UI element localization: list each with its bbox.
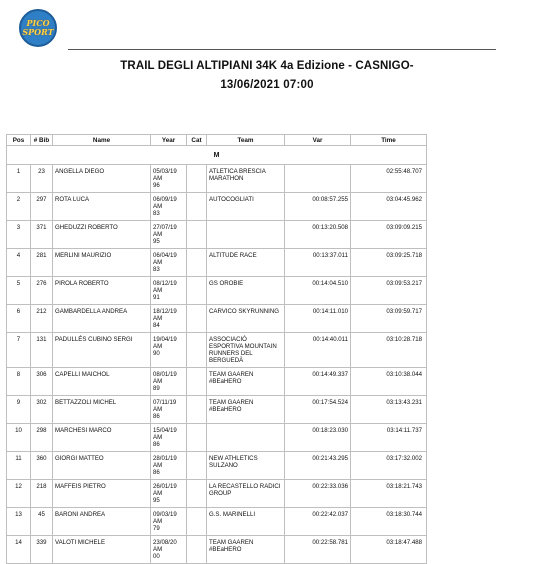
cell-var: 00:08:57.255 xyxy=(285,193,351,221)
birth-date: 09/03/19 AM xyxy=(153,511,177,525)
cell-cat xyxy=(187,396,207,424)
birth-date: 28/01/19 AM xyxy=(153,455,177,469)
cell-var: 00:18:23.030 xyxy=(285,424,351,452)
cell-name: GAMBARDELLA ANDREA xyxy=(53,305,151,333)
cell-name: BETTAZZOLI MICHEL xyxy=(53,396,151,424)
table-row xyxy=(7,424,427,452)
birth-date: 08/01/19 AM xyxy=(153,371,177,385)
cell-team: GS OROBIE xyxy=(207,277,285,305)
cell-team xyxy=(207,424,285,452)
cell-cat xyxy=(187,221,207,249)
birth-date: 19/04/19 AM xyxy=(153,336,177,350)
table-row xyxy=(7,536,427,564)
cell-pos: 13 xyxy=(7,508,31,536)
cell-name: PADULLÉS CUBINO SERGI xyxy=(53,333,151,368)
col-cat: Cat xyxy=(187,135,207,146)
section-row xyxy=(7,146,427,165)
table-row xyxy=(7,480,427,508)
cell-cat xyxy=(187,277,207,305)
birth-date: 15/04/19 AM xyxy=(153,427,177,441)
cell-cat xyxy=(187,368,207,396)
birth-year-suffix: 86 xyxy=(153,413,160,420)
cell-year xyxy=(151,424,187,452)
col-bib: # Bib xyxy=(31,135,53,146)
cell-time: 03:17:32.002 xyxy=(351,452,427,480)
birth-year-suffix: 95 xyxy=(153,497,160,504)
cell-var: 00:13:37.011 xyxy=(285,249,351,277)
cell-pos: 6 xyxy=(7,305,31,333)
cell-pos: 8 xyxy=(7,368,31,396)
birth-year-suffix: 00 xyxy=(153,553,160,560)
cell-team: ASSOCIACIÓ ESPORTIVA MOUNTAIN RUNNERS DEL BERGUEDÀ xyxy=(207,333,285,368)
cell-name: PIROLA ROBERTO xyxy=(53,277,151,305)
cell-year xyxy=(151,305,187,333)
cell-time: 03:14:11.737 xyxy=(351,424,427,452)
pico-sport-logo xyxy=(19,9,57,47)
cell-year xyxy=(151,277,187,305)
cell-team: TEAM GAAREN #BEaHERO xyxy=(207,396,285,424)
birth-year-suffix: 86 xyxy=(153,469,160,476)
col-pos: Pos xyxy=(7,135,31,146)
birth-year-suffix: 86 xyxy=(153,441,160,448)
cell-time: 03:10:38.044 xyxy=(351,368,427,396)
cell-year xyxy=(151,508,187,536)
logo-text-line2: SPORT xyxy=(22,27,54,37)
cell-year xyxy=(151,249,187,277)
cell-bib: 371 xyxy=(31,221,53,249)
cell-pos: 12 xyxy=(7,480,31,508)
birth-date: 05/03/19 AM xyxy=(153,168,177,182)
col-year: Year xyxy=(151,135,187,146)
cell-name: MARCHESI MARCO xyxy=(53,424,151,452)
birth-year-suffix: 83 xyxy=(153,210,160,217)
table-row xyxy=(7,333,427,368)
table-row xyxy=(7,452,427,480)
cell-cat xyxy=(187,480,207,508)
cell-cat xyxy=(187,333,207,368)
birth-date: 23/08/20 AM xyxy=(153,539,177,553)
cell-name: ANGELLA DIEGO xyxy=(53,165,151,193)
cell-bib: 297 xyxy=(31,193,53,221)
table-row xyxy=(7,193,427,221)
cell-bib: 212 xyxy=(31,305,53,333)
cell-name: VALOTI MICHELE xyxy=(53,536,151,564)
cell-var: 00:22:42.037 xyxy=(285,508,351,536)
cell-bib: 302 xyxy=(31,396,53,424)
cell-var xyxy=(285,165,351,193)
cell-team: TEAM GAAREN #BEaHERO xyxy=(207,536,285,564)
birth-year-suffix: 89 xyxy=(153,385,160,392)
cell-team: TEAM GAAREN #BEaHERO xyxy=(207,368,285,396)
cell-year xyxy=(151,452,187,480)
cell-name: GHEDUZZI ROBERTO xyxy=(53,221,151,249)
cell-bib: 218 xyxy=(31,480,53,508)
table-row xyxy=(7,165,427,193)
table-row xyxy=(7,221,427,249)
cell-cat xyxy=(187,508,207,536)
cell-bib: 276 xyxy=(31,277,53,305)
col-time: Time xyxy=(351,135,427,146)
cell-var: 00:22:58.781 xyxy=(285,536,351,564)
cell-name: GIORGI MATTEO xyxy=(53,452,151,480)
cell-time: 03:10:28.718 xyxy=(351,333,427,368)
cell-name: MERLINI MAURIZIO xyxy=(53,249,151,277)
cell-year xyxy=(151,480,187,508)
cell-cat xyxy=(187,249,207,277)
cell-pos: 1 xyxy=(7,165,31,193)
cell-team: ALTITUDE RACE xyxy=(207,249,285,277)
race-title: TRAIL DEGLI ALTIPIANI 34K 4a Edizione - CASNIGO- xyxy=(120,60,414,72)
cell-bib: 339 xyxy=(31,536,53,564)
birth-date: 06/04/19 AM xyxy=(153,252,177,266)
birth-date: 27/07/19 AM xyxy=(153,224,177,238)
cell-var: 00:14:49.337 xyxy=(285,368,351,396)
cell-cat xyxy=(187,424,207,452)
cell-pos: 5 xyxy=(7,277,31,305)
cell-pos: 3 xyxy=(7,221,31,249)
cell-time: 03:18:30.744 xyxy=(351,508,427,536)
birth-date: 08/12/19 AM xyxy=(153,280,177,294)
cell-team xyxy=(207,221,285,249)
birth-date: 26/01/19 AM xyxy=(153,483,177,497)
cell-pos: 7 xyxy=(7,333,31,368)
table-row xyxy=(7,249,427,277)
cell-team: G.S. MARINELLI xyxy=(207,508,285,536)
section-label: M xyxy=(7,146,427,165)
cell-bib: 298 xyxy=(31,424,53,452)
table-row xyxy=(7,396,427,424)
table-row xyxy=(7,508,427,536)
cell-year xyxy=(151,396,187,424)
cell-cat xyxy=(187,452,207,480)
cell-var: 00:14:11.010 xyxy=(285,305,351,333)
birth-date: 06/09/19 AM xyxy=(153,196,177,210)
birth-year-suffix: 83 xyxy=(153,266,160,273)
race-date-time: 13/06/2021 07:00 xyxy=(220,79,314,91)
cell-name: CAPELLI MAICHOL xyxy=(53,368,151,396)
cell-bib: 45 xyxy=(31,508,53,536)
table-row xyxy=(7,368,427,396)
cell-var: 00:13:20.508 xyxy=(285,221,351,249)
cell-time: 03:09:59.717 xyxy=(351,305,427,333)
birth-year-suffix: 79 xyxy=(153,525,160,532)
birth-date: 18/12/19 AM xyxy=(153,308,177,322)
cell-pos: 10 xyxy=(7,424,31,452)
cell-name: BARONI ANDREA xyxy=(53,508,151,536)
cell-cat xyxy=(187,165,207,193)
birth-date: 07/11/19 AM xyxy=(153,399,177,413)
cell-team: NEW ATHLETICS SULZANO xyxy=(207,452,285,480)
cell-name: MAFFEIS PIETRO xyxy=(53,480,151,508)
birth-year-suffix: 95 xyxy=(153,238,160,245)
cell-pos: 9 xyxy=(7,396,31,424)
cell-time: 03:04:45.962 xyxy=(351,193,427,221)
cell-time: 03:09:25.718 xyxy=(351,249,427,277)
cell-time: 03:09:53.217 xyxy=(351,277,427,305)
cell-var: 00:21:43.295 xyxy=(285,452,351,480)
cell-bib: 281 xyxy=(31,249,53,277)
cell-pos: 11 xyxy=(7,452,31,480)
cell-pos: 14 xyxy=(7,536,31,564)
cell-year xyxy=(151,193,187,221)
cell-name: ROTA LUCA xyxy=(53,193,151,221)
cell-var: 00:22:33.036 xyxy=(285,480,351,508)
results-table-container xyxy=(6,134,526,560)
cell-var: 00:14:40.011 xyxy=(285,333,351,368)
birth-year-suffix: 91 xyxy=(153,294,160,301)
cell-time: 03:09:09.215 xyxy=(351,221,427,249)
cell-year xyxy=(151,368,187,396)
table-row xyxy=(7,277,427,305)
cell-bib: 23 xyxy=(31,165,53,193)
cell-cat xyxy=(187,305,207,333)
cell-year xyxy=(151,333,187,368)
cell-year xyxy=(151,221,187,249)
logo-text-line1: PICO xyxy=(26,18,50,28)
cell-bib: 306 xyxy=(31,368,53,396)
results-table xyxy=(6,134,427,564)
cell-cat xyxy=(187,193,207,221)
cell-var: 00:17:54.524 xyxy=(285,396,351,424)
cell-pos: 2 xyxy=(7,193,31,221)
cell-var: 00:14:04.510 xyxy=(285,277,351,305)
table-header-row xyxy=(7,135,427,146)
cell-team: ATLETICA BRESCIA MARATHON xyxy=(207,165,285,193)
cell-team: AUTOCOGLIATI xyxy=(207,193,285,221)
cell-pos: 4 xyxy=(7,249,31,277)
col-var: Var xyxy=(285,135,351,146)
cell-cat xyxy=(187,536,207,564)
table-row xyxy=(7,305,427,333)
birth-year-suffix: 84 xyxy=(153,322,160,329)
cell-bib: 360 xyxy=(31,452,53,480)
cell-team: CARVICO SKYRUNNING xyxy=(207,305,285,333)
cell-team: LA RECASTELLO RADICI GROUP xyxy=(207,480,285,508)
col-name: Name xyxy=(53,135,151,146)
birth-year-suffix: 96 xyxy=(153,182,160,189)
cell-time: 02:55:48.707 xyxy=(351,165,427,193)
cell-time: 03:18:21.743 xyxy=(351,480,427,508)
col-team: Team xyxy=(207,135,285,146)
cell-time: 03:18:47.488 xyxy=(351,536,427,564)
birth-year-suffix: 90 xyxy=(153,350,160,357)
cell-bib: 131 xyxy=(31,333,53,368)
cell-year xyxy=(151,165,187,193)
header-divider xyxy=(68,49,496,50)
cell-time: 03:13:43.231 xyxy=(351,396,427,424)
cell-year xyxy=(151,536,187,564)
